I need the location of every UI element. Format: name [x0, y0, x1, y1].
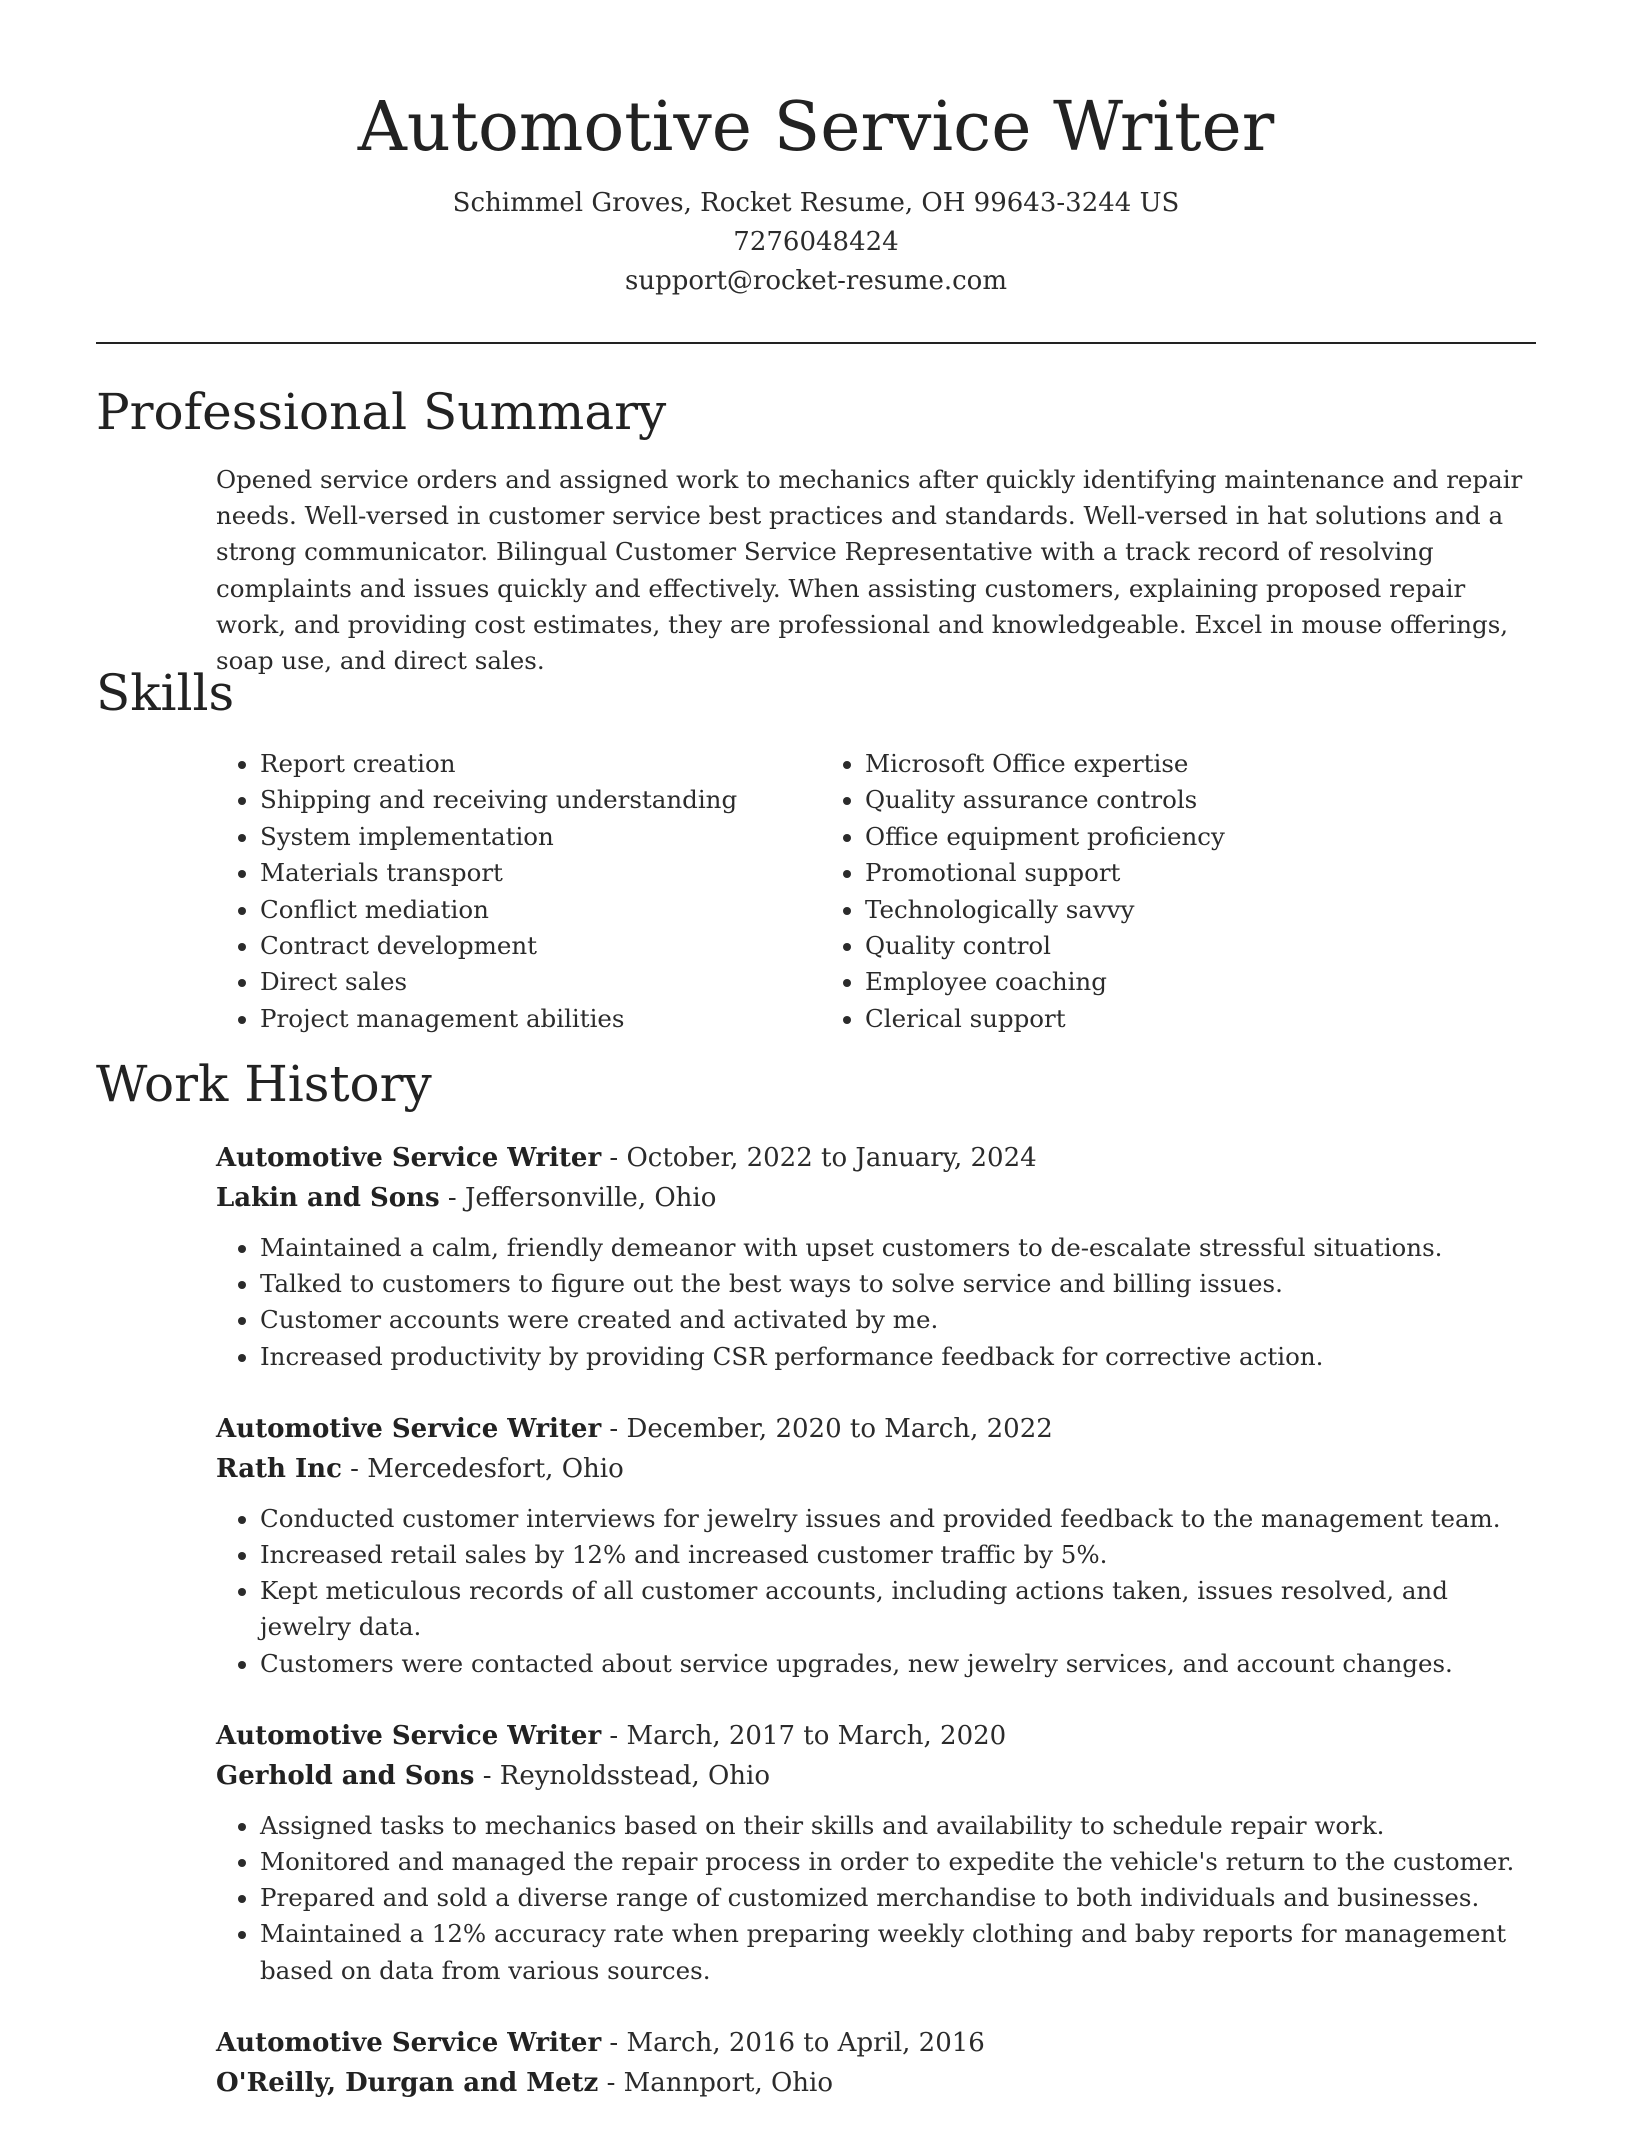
- list-item: • Talked to customers to figure out the best ways to solve service and billing issues.: [260, 1266, 1536, 1302]
- separator-text: -: [439, 1183, 465, 1213]
- skill-item: • Project management abilities: [260, 1001, 821, 1037]
- list-item: • Maintained a 12% accuracy rate when preparing weekly clothing and baby reports for management based on data from various sources.: [260, 1916, 1536, 1988]
- job-bullets: [216, 1230, 1536, 1375]
- job-company: Gerhold and Sons: [216, 1760, 475, 1791]
- job-location: Jeffersonville, Ohio: [464, 1183, 717, 1213]
- job-company: O'Reilly, Durgan and Metz: [216, 2067, 599, 2098]
- job-title-line: [216, 1138, 1536, 1178]
- separator-text: -: [601, 1720, 627, 1751]
- job-bullets: [216, 1808, 1536, 1989]
- work-history-heading: Work History: [96, 1055, 432, 1113]
- list-item: • Increased productivity by providing CSR performance feedback for corrective action.: [260, 1339, 1536, 1375]
- job-title-line: [216, 1409, 1536, 1449]
- job-dates: March, 2016 to April, 2016: [626, 2027, 985, 2058]
- summary-text: Opened service orders and assigned work to mechanics after quickly identifying maintenance and repair needs. Well-versed in customer service best practices and standards. Well-versed in hat solutions and a strong communicator. Bilingual Customer Service Representative with a track record of resolving complaints and issues quickly and effectively. When assisting customers, explaining proposed repair work, and providing cost estimates, they are professional and knowledgeable. Excel in mouse offerings, soap use, and direct sales.: [216, 465, 1523, 676]
- job-role: Automotive Service Writer: [216, 2027, 602, 2058]
- skill-item: • Conflict mediation: [260, 892, 821, 928]
- job-location: Reynoldsstead, Ohio: [499, 1760, 771, 1791]
- list-item: • Customer accounts were created and activated by me.: [260, 1302, 1536, 1338]
- skill-item: • Technologically savvy: [865, 892, 1426, 928]
- job-dates: March, 2017 to March, 2020: [626, 1720, 1007, 1751]
- job-dates: December, 2020 to March, 2022: [626, 1413, 1053, 1444]
- job-location: Mercedesfort, Ohio: [367, 1453, 624, 1484]
- skill-item: • Microsoft Office expertise: [865, 746, 1426, 782]
- skills-list: [216, 746, 1536, 1037]
- job-location: Mannport, Ohio: [623, 2067, 834, 2098]
- job-role: Automotive Service Writer: [216, 1143, 602, 1173]
- list-item: • Kept meticulous records of all customer accounts, including actions taken, issues resolved, and jewelry data.: [260, 1573, 1536, 1645]
- skill-item: • Promotional support: [865, 855, 1426, 891]
- contact-info: [0, 184, 1632, 301]
- list-item: • Customers were contacted about service upgrades, new jewelry services, and account changes.: [260, 1646, 1536, 1682]
- header-divider: [96, 342, 1536, 344]
- job-role: Automotive Service Writer: [216, 1413, 602, 1444]
- skill-item: • Shipping and receiving understanding: [260, 782, 821, 818]
- skill-item: • Clerical support: [865, 1001, 1426, 1037]
- job-title-line: [216, 2023, 1536, 2063]
- separator-text: -: [341, 1453, 368, 1484]
- resume-header: [0, 80, 1632, 301]
- separator-text: -: [601, 2027, 627, 2058]
- job-company: Lakin and Sons: [216, 1183, 440, 1213]
- summary-heading: Professional Summary: [96, 383, 667, 441]
- job-role: Automotive Service Writer: [216, 1720, 602, 1751]
- skill-item: • Contract development: [260, 928, 821, 964]
- skills-heading: Skills: [96, 664, 235, 722]
- work-history-list: [216, 1138, 1536, 2137]
- job-company-line: [216, 1178, 1536, 1218]
- job-entry: [216, 1138, 1536, 1375]
- separator-text: -: [598, 2067, 624, 2098]
- skill-item: • Materials transport: [260, 855, 821, 891]
- list-item: • Assigned tasks to mechanics based on their skills and availability to schedule repair work.: [260, 1808, 1536, 1844]
- skill-item: • Quality control: [865, 928, 1426, 964]
- job-dates: October, 2022 to January, 2024: [626, 1143, 1037, 1173]
- list-item: • Conducted customer interviews for jewelry issues and provided feedback to the management team.: [260, 1501, 1536, 1537]
- list-item: • Monitored and managed the repair process in order to expedite the vehicle's return to the customer.: [260, 1844, 1536, 1880]
- skill-item: • Direct sales: [260, 964, 821, 1000]
- skill-item: • Employee coaching: [865, 964, 1426, 1000]
- list-item: • Maintained a calm, friendly demeanor with upset customers to de-escalate stressful situations.: [260, 1230, 1536, 1266]
- skill-item: • Quality assurance controls: [865, 782, 1426, 818]
- skill-item: • Office equipment proficiency: [865, 819, 1426, 855]
- separator-text: -: [474, 1760, 500, 1791]
- separator-text: -: [601, 1143, 627, 1173]
- address-text: Schimmel Groves, Rocket Resume, OH 99643-3244 US: [452, 188, 1180, 218]
- page-title: Automotive Service Writer: [357, 88, 1275, 167]
- job-company-line: [216, 2063, 1536, 2103]
- job-bullets: [216, 1501, 1536, 1682]
- job-company-line: [216, 1449, 1536, 1489]
- job-company: Rath Inc: [216, 1453, 342, 1484]
- job-entry: [216, 2023, 1536, 2103]
- skills-column-left: [216, 746, 821, 1037]
- skill-item: • Report creation: [260, 746, 821, 782]
- email-text: support@rocket-resume.com: [624, 266, 1007, 296]
- job-title-line: [216, 1716, 1536, 1756]
- skill-item: • System implementation: [260, 819, 821, 855]
- job-company-line: [216, 1756, 1536, 1796]
- list-item: • Prepared and sold a diverse range of customized merchandise to both individuals and businesses.: [260, 1880, 1536, 1916]
- separator-text: -: [601, 1413, 627, 1444]
- skills-column-right: [821, 746, 1426, 1037]
- job-entry: [216, 1716, 1536, 1989]
- job-entry: [216, 1409, 1536, 1682]
- list-item: • Increased retail sales by 12% and increased customer traffic by 5%.: [260, 1537, 1536, 1573]
- phone-text: 7276048424: [733, 227, 899, 257]
